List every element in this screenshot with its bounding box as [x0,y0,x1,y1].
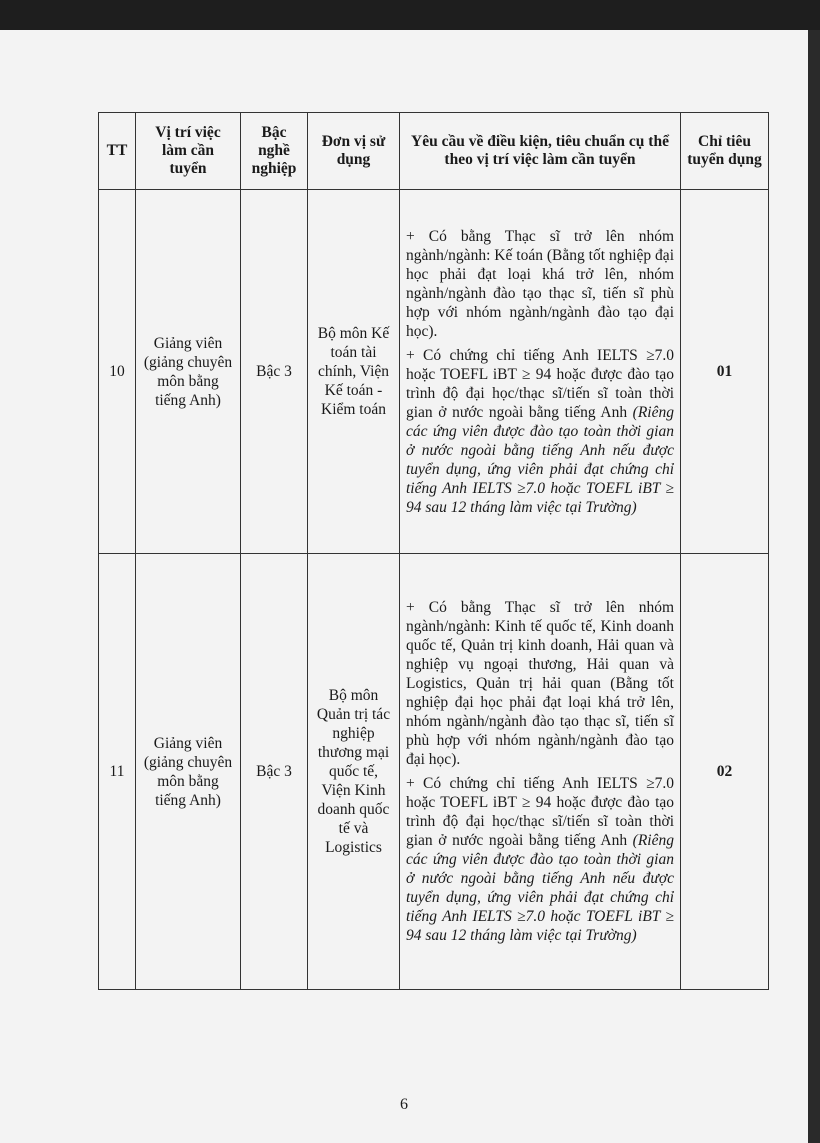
header-position: Vị trí việc làm cần tuyển [136,113,241,190]
table-row [99,554,769,990]
cell-rank: Bậc 3 [241,190,308,554]
cell-position: Giảng viên (giảng chuyên môn bằng tiếng Anh) [136,554,241,990]
header-unit: Đơn vị sử dụng [308,113,400,190]
cell-requirements [400,554,681,990]
requirement-english-text: + Có chứng chỉ tiếng Anh IELTS ≥7.0 hoặc TOEFL iBT ≥ 94 hoặc được đào tạo trình độ đại học/thạc sĩ/tiến sĩ toàn thời gian ở nước ngoài bằng tiếng Anh [406,775,674,849]
cell-unit: Bộ môn Quản trị tác nghiệp thương mại quốc tế, Viện Kinh doanh quốc tế và Logistics [308,554,400,990]
requirement-english [406,346,674,517]
cell-requirements [400,190,681,554]
cell-tt: 10 [99,190,136,554]
requirement-english-note: (Riêng các ứng viên được đào tạo toàn thời gian ở nước ngoài bằng tiếng Anh nếu được tuyển dụng, ứng viên phải đạt chứng chỉ tiếng Anh IELTS ≥7.0 hoặc TOEFL iBT ≥ 94 sau 12 tháng làm việc tại Trường) [406,832,674,944]
requirement-english [406,774,674,945]
requirement-degree: + Có bằng Thạc sĩ trở lên nhóm ngành/ngành: Kế toán (Bằng tốt nghiệp đại học phải đạt loại khá trở lên, nhóm ngành/ngành đào tạo thạc sĩ, tiến sĩ phù hợp với nhóm ngành/ngành đào tạo đại học). [406,227,674,340]
cell-quota: 01 [681,190,769,554]
header-tt: TT [99,113,136,190]
requirement-english-note: (Riêng các ứng viên được đào tạo toàn thời gian ở nước ngoài bằng tiếng Anh nếu được tuyển dụng, ứng viên phải đạt chứng chỉ tiếng Anh IELTS ≥7.0 hoặc TOEFL iBT ≥ 94 sau 12 tháng làm việc tại Trường) [406,403,674,516]
header-requirements: Yêu cầu về điều kiện, tiêu chuẩn cụ thể theo vị trí việc làm cần tuyển [400,113,681,190]
cell-position: Giảng viên (giảng chuyên môn bằng tiếng Anh) [136,190,241,554]
cell-quota: 02 [681,554,769,990]
viewer-right-edge [808,30,820,1143]
document-page [0,30,808,1143]
table-row [99,190,769,554]
cell-unit: Bộ môn Kế toán tài chính, Viện Kế toán - Kiểm toán [308,190,400,554]
requirement-degree: + Có bằng Thạc sĩ trở lên nhóm ngành/ngành: Kinh tế quốc tế, Kinh doanh quốc tế, Quản trị kinh doanh, Hải quan và nghiệp vụ ngoại thương, Hải quan và Logistics, Quản trị hải quan (Bằng tốt nghiệp đại học phải đạt loại khá trở lên, nhóm ngành/ngành đào tạo thạc sĩ, tiến sĩ phù hợp với nhóm ngành/ngành đào tạo đại học). [406,599,674,768]
header-rank: Bậc nghề nghiệp [241,113,308,190]
cell-rank: Bậc 3 [241,554,308,990]
page-number: 6 [400,1096,408,1113]
recruitment-table [98,112,769,990]
table-header-row [99,113,769,190]
viewer-top-bar [0,0,820,30]
requirement-english-text: + Có chứng chỉ tiếng Anh IELTS ≥7.0 hoặc TOEFL iBT ≥ 94 hoặc được đào tạo trình độ đại học/thạc sĩ/tiến sĩ toàn thời gian ở nước ngoài bằng tiếng Anh [406,346,674,421]
header-quota: Chỉ tiêu tuyển dụng [681,113,769,190]
cell-tt: 11 [99,554,136,990]
